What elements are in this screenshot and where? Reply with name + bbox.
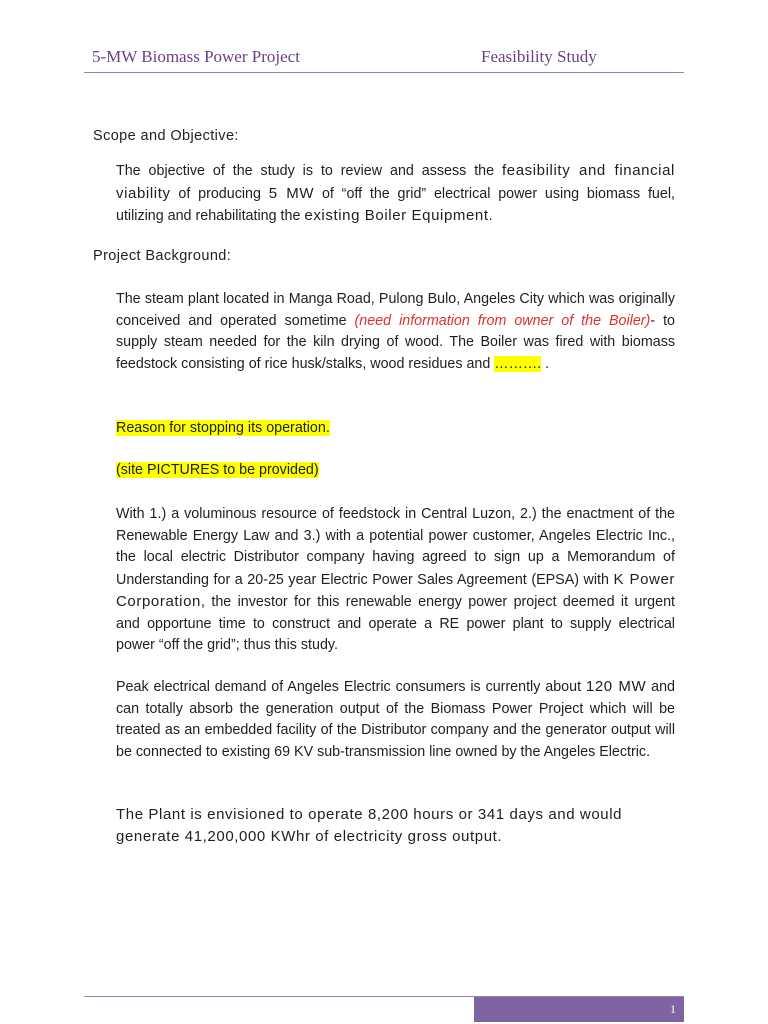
scope-text-2: of producing	[170, 185, 269, 202]
with-investor-name: K Power Corporation	[116, 570, 676, 610]
scope-paragraph	[116, 160, 675, 228]
background-placeholder-highlight: ……….	[494, 355, 542, 372]
plant-output-paragraph: The Plant is envisioned to operate 8,200 hours or 341 days and would generate 41,200,000 KWhr of electricity gross output.	[116, 806, 623, 845]
header-project-title: 5-MW Biomass Power Project	[92, 47, 300, 66]
scope-heading: Scope and Objective:	[93, 128, 239, 144]
scope-text-4: .	[488, 208, 493, 224]
page-number-box	[474, 997, 684, 1022]
with-text-1: With 1.) a voluminous resource of feedstock in Central Luzon, 2.) the enactment of the Renewable Energy Law and 3.) with a potential power customer, Angeles Electric Inc., the local electric Distributor company having agreed to sign up a Memorandum of Understanding for a 20-25 year Electric Power Sales Agreement (EPSA) with	[116, 506, 675, 588]
with-text-2: , the investor for this renewable energy power project deemed it urgent and opportune time to construct and operate a RE power plant to supply electrical power “off the grid”; thus this study.	[116, 594, 675, 653]
scope-text-emphasis-2: 5 MW	[268, 184, 315, 202]
with-paragraph	[116, 504, 675, 657]
reason-paragraph	[116, 418, 675, 440]
scope-text-emphasis-3: existing Boiler Equipment	[304, 207, 489, 224]
peak-demand-value: 120 MW	[585, 678, 647, 695]
header-document-type: Feasibility Study	[481, 47, 597, 66]
site-pictures-paragraph	[116, 460, 675, 482]
peak-text-2: and can totally absorb the generation output of the Biomass Power Project which will be treated as an embedded facility of the Distributor company and the generator output will be connected to existing 69 KV sub-transmission line owned by the Angeles Electric.	[116, 679, 676, 760]
background-info-note: (need information from owner of the Boiler)	[354, 312, 651, 329]
site-pictures-highlight: (site PICTURES to be provided)	[116, 462, 319, 478]
scope-text-3: of “off the grid” electrical power using biomass fuel, utilizing and rehabilitating the	[116, 185, 675, 224]
background-text-1: The steam plant located in Manga Road, Pulong Bulo, Angeles City which was originally conceived and operated sometime	[116, 291, 675, 329]
background-heading: Project Background:	[93, 248, 232, 264]
header-divider	[84, 72, 684, 73]
background-text-2: - to supply steam needed for the kiln drying of wood. The Boiler was fired with biomass feedstock consisting of rice husk/stalks, wood residues and	[116, 312, 675, 372]
page-header	[92, 47, 612, 69]
reason-highlight: Reason for stopping its operation.	[116, 420, 330, 436]
peak-text-1: Peak electrical demand of Angeles Electric consumers is currently about	[116, 679, 586, 695]
scope-text-emphasis-1: feasibility and financial viability	[116, 162, 675, 202]
background-paragraph	[116, 289, 675, 375]
scope-text-1: The objective of the study is to review and assess the	[116, 163, 502, 179]
page-number: 1	[670, 1002, 676, 1016]
background-text-3: .	[541, 355, 550, 372]
peak-demand-paragraph	[116, 676, 675, 763]
